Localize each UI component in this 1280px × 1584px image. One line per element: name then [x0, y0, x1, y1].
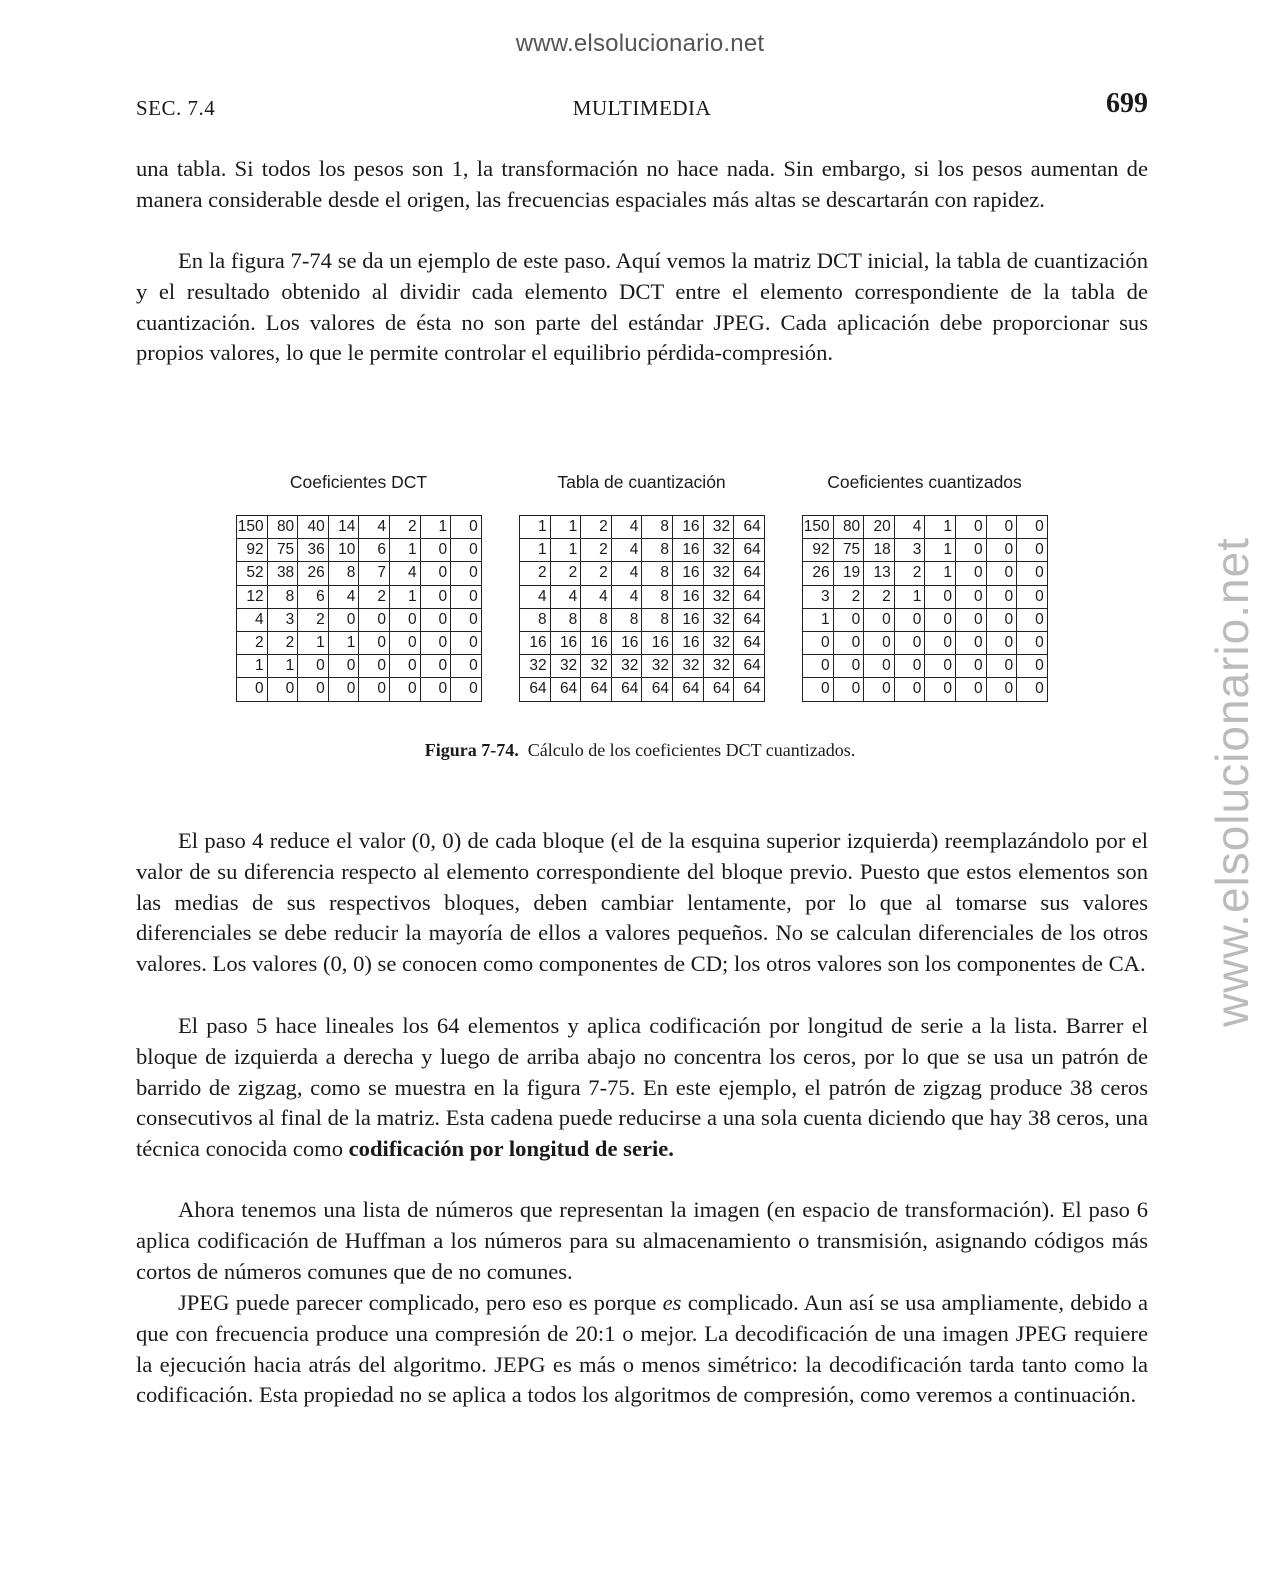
- table-cell: 0: [894, 608, 925, 631]
- table-cell: 64: [734, 585, 765, 608]
- paragraph-6-em: es: [662, 1290, 682, 1315]
- table-cell: 0: [986, 585, 1017, 608]
- table-cell: 1: [925, 539, 956, 562]
- table-cell: 92: [803, 539, 834, 562]
- paragraph-4-text: El paso 5 hace lineales los 64 elementos y aplica codificación por longitud de serie a la lista. Barrer el bloque de izquierda a derecha y luego de arriba abajo no concentra los ceros, por lo que se usa un patrón de barrido de zigzag, como se muestra en la figura 7-75. En este ejemplo, el patrón de zigzag produce 38 ceros consecutivos al final de la matriz. Esta cadena puede reducirse a una sola cuenta diciendo que hay 38 ceros, una técnica conocida como: [136, 1013, 1148, 1162]
- table-cell: 3: [894, 539, 925, 562]
- caption-label: Figura 7-74.: [424, 740, 519, 760]
- table-cell: 1: [389, 539, 420, 562]
- table-row: [520, 631, 765, 654]
- table-cell: 13: [864, 562, 895, 585]
- table-cell: 6: [298, 585, 329, 608]
- table-cell: 0: [803, 631, 834, 654]
- table-cell: 2: [894, 562, 925, 585]
- table-cell: 8: [520, 608, 551, 631]
- table-cell: 4: [611, 539, 642, 562]
- table-cell: 0: [833, 631, 864, 654]
- table-cell: 8: [642, 585, 673, 608]
- section-label: SEC. 7.4: [136, 96, 216, 120]
- table-row: [237, 585, 482, 608]
- table-cell: 16: [672, 539, 703, 562]
- table-cell: 92: [237, 539, 268, 562]
- table-cell: 64: [734, 655, 765, 678]
- table-cell: 16: [672, 608, 703, 631]
- paragraph-4: [136, 1011, 1148, 1165]
- table-cell: 64: [734, 562, 765, 585]
- table-cell: 36: [298, 539, 329, 562]
- dct-coefficients-table: [236, 515, 482, 702]
- table-cell: 64: [550, 678, 581, 701]
- table-cell: 4: [611, 562, 642, 585]
- table-cell: 32: [703, 585, 734, 608]
- quantization-table-title: Tabla de cuantización: [557, 472, 726, 492]
- table-cell: 150: [803, 516, 834, 539]
- table-cell: 0: [359, 608, 390, 631]
- table-cell: 0: [451, 608, 482, 631]
- table-cell: 0: [833, 655, 864, 678]
- table-cell: 1: [520, 539, 551, 562]
- table-cell: 4: [359, 516, 390, 539]
- table-cell: 0: [420, 539, 451, 562]
- table-cell: 4: [894, 516, 925, 539]
- table-cell: 2: [550, 562, 581, 585]
- table-row: [237, 539, 482, 562]
- table-cell: 0: [1017, 516, 1048, 539]
- table-cell: 1: [550, 539, 581, 562]
- figure-caption: [0, 740, 1280, 761]
- table-cell: 64: [672, 678, 703, 701]
- table-cell: 32: [703, 516, 734, 539]
- table-cell: 4: [237, 608, 268, 631]
- table-cell: 0: [1017, 539, 1048, 562]
- table-cell: 0: [925, 585, 956, 608]
- table-cell: 8: [611, 608, 642, 631]
- table-cell: 1: [267, 655, 298, 678]
- table-cell: 26: [803, 562, 834, 585]
- table-cell: 4: [520, 585, 551, 608]
- table-cell: 0: [420, 631, 451, 654]
- table-cell: 1: [894, 585, 925, 608]
- table-row: [237, 655, 482, 678]
- table-cell: 0: [955, 539, 986, 562]
- quantization-block: [519, 470, 764, 698]
- table-cell: 0: [451, 678, 482, 701]
- table-cell: 0: [359, 655, 390, 678]
- paragraph-6-a: JPEG puede parecer complicado, pero eso es porque: [178, 1290, 663, 1315]
- table-cell: 0: [986, 562, 1017, 585]
- table-cell: 0: [298, 678, 329, 701]
- table-cell: 2: [833, 585, 864, 608]
- table-cell: 8: [642, 539, 673, 562]
- table-row: [803, 539, 1048, 562]
- table-cell: 0: [864, 608, 895, 631]
- table-cell: 0: [894, 631, 925, 654]
- table-row: [520, 585, 765, 608]
- table-cell: 4: [389, 562, 420, 585]
- table-cell: 8: [642, 608, 673, 631]
- table-cell: 4: [611, 585, 642, 608]
- table-cell: 8: [642, 516, 673, 539]
- table-cell: 16: [642, 631, 673, 654]
- table-cell: 16: [581, 631, 612, 654]
- table-row: [237, 631, 482, 654]
- table-cell: 0: [451, 631, 482, 654]
- running-title: MULTIMEDIA: [572, 96, 712, 120]
- table-cell: 1: [925, 562, 956, 585]
- table-cell: 16: [672, 516, 703, 539]
- table-cell: 0: [955, 631, 986, 654]
- quantized-coefficients-title: Coeficientes cuantizados: [827, 472, 1022, 492]
- table-cell: 16: [550, 631, 581, 654]
- table-cell: 4: [611, 516, 642, 539]
- table-cell: 1: [803, 608, 834, 631]
- table-cell: 0: [803, 678, 834, 701]
- table-cell: 32: [581, 655, 612, 678]
- table-cell: 0: [955, 516, 986, 539]
- table-cell: 0: [1017, 655, 1048, 678]
- table-cell: 32: [703, 631, 734, 654]
- table-cell: 0: [298, 655, 329, 678]
- table-cell: 0: [986, 539, 1017, 562]
- table-row: [803, 608, 1048, 631]
- table-cell: 1: [298, 631, 329, 654]
- table-cell: 0: [986, 655, 1017, 678]
- table-cell: 0: [267, 678, 298, 701]
- table-cell: 0: [833, 608, 864, 631]
- table-cell: 0: [451, 585, 482, 608]
- table-cell: 16: [520, 631, 551, 654]
- table-cell: 1: [389, 585, 420, 608]
- table-cell: 16: [611, 631, 642, 654]
- table-cell: 0: [359, 631, 390, 654]
- table-cell: 32: [672, 655, 703, 678]
- table-cell: 8: [642, 562, 673, 585]
- table-cell: 2: [520, 562, 551, 585]
- table-row: [237, 562, 482, 585]
- table-row: [520, 655, 765, 678]
- table-cell: 64: [734, 631, 765, 654]
- table-cell: 0: [420, 678, 451, 701]
- table-cell: 0: [925, 631, 956, 654]
- table-cell: 0: [328, 608, 359, 631]
- table-cell: 19: [833, 562, 864, 585]
- table-cell: 0: [864, 631, 895, 654]
- table-cell: 75: [833, 539, 864, 562]
- table-cell: 32: [703, 562, 734, 585]
- table-cell: 32: [703, 608, 734, 631]
- table-cell: 0: [389, 631, 420, 654]
- table-cell: 1: [328, 631, 359, 654]
- table-cell: 0: [925, 655, 956, 678]
- table-cell: 0: [1017, 678, 1048, 701]
- table-row: [803, 516, 1048, 539]
- table-cell: 1: [925, 516, 956, 539]
- table-cell: 0: [451, 562, 482, 585]
- table-row: [237, 516, 482, 539]
- table-cell: 7: [359, 562, 390, 585]
- dct-coefficients-title: Coeficientes DCT: [289, 472, 428, 492]
- table-cell: 26: [298, 562, 329, 585]
- table-cell: 0: [451, 516, 482, 539]
- table-cell: 8: [550, 608, 581, 631]
- table-cell: 64: [520, 678, 551, 701]
- page-header: [136, 88, 1148, 128]
- table-cell: 8: [267, 585, 298, 608]
- table-cell: 0: [986, 631, 1017, 654]
- table-cell: 0: [1017, 608, 1048, 631]
- table-cell: 0: [389, 678, 420, 701]
- table-cell: 2: [298, 608, 329, 631]
- dct-coefficients-block: [236, 470, 481, 698]
- table-cell: 0: [451, 539, 482, 562]
- table-cell: 32: [611, 655, 642, 678]
- table-cell: 0: [986, 516, 1017, 539]
- table-cell: 16: [672, 585, 703, 608]
- table-cell: 0: [955, 562, 986, 585]
- table-cell: 0: [420, 608, 451, 631]
- table-cell: 64: [611, 678, 642, 701]
- table-row: [520, 562, 765, 585]
- table-cell: 0: [986, 608, 1017, 631]
- table-cell: 52: [237, 562, 268, 585]
- table-cell: 4: [581, 585, 612, 608]
- table-cell: 0: [894, 655, 925, 678]
- table-cell: 20: [864, 516, 895, 539]
- table-cell: 2: [267, 631, 298, 654]
- table-cell: 64: [734, 678, 765, 701]
- table-cell: 2: [864, 585, 895, 608]
- table-cell: 8: [328, 562, 359, 585]
- table-cell: 0: [389, 608, 420, 631]
- table-cell: 38: [267, 562, 298, 585]
- table-row: [803, 655, 1048, 678]
- table-cell: 80: [833, 516, 864, 539]
- table-cell: 3: [803, 585, 834, 608]
- table-cell: 8: [581, 608, 612, 631]
- table-cell: 0: [451, 655, 482, 678]
- table-cell: 14: [328, 516, 359, 539]
- table-cell: 1: [520, 516, 551, 539]
- table-cell: 2: [359, 585, 390, 608]
- table-row: [520, 539, 765, 562]
- table-cell: 0: [955, 678, 986, 701]
- table-row: [237, 678, 482, 701]
- table-row: [237, 608, 482, 631]
- table-cell: 150: [237, 516, 268, 539]
- paragraph-6: [136, 1288, 1148, 1411]
- table-cell: 75: [267, 539, 298, 562]
- table-cell: 6: [359, 539, 390, 562]
- watermark-side: www.elsolucionario.net: [1206, 537, 1258, 1027]
- table-cell: 0: [833, 678, 864, 701]
- table-cell: 0: [328, 678, 359, 701]
- table-cell: 64: [703, 678, 734, 701]
- table-cell: 64: [734, 608, 765, 631]
- table-row: [803, 631, 1048, 654]
- watermark-top: www.elsolucionario.net: [515, 30, 765, 57]
- table-row: [803, 678, 1048, 701]
- table-cell: 64: [642, 678, 673, 701]
- table-cell: 2: [581, 516, 612, 539]
- table-cell: 12: [237, 585, 268, 608]
- table-cell: 0: [420, 562, 451, 585]
- table-cell: 0: [420, 585, 451, 608]
- table-cell: 32: [703, 539, 734, 562]
- table-cell: 0: [986, 678, 1017, 701]
- table-cell: 0: [1017, 631, 1048, 654]
- table-cell: 32: [642, 655, 673, 678]
- table-cell: 32: [703, 655, 734, 678]
- table-cell: 2: [581, 562, 612, 585]
- table-row: [803, 585, 1048, 608]
- paragraph-3: El paso 4 reduce el valor (0, 0) de cada bloque (el de la esquina superior izquierda) reemplazándolo por el valor de su diferencia respecto al elemento correspondiente del bloque previo. Puesto que estos elementos son las medias de sus respectivos bloques, deben cambiar lentamente, por lo que al tomarse sus valores diferenciales se debe reducir la mayoría de ellos a valores pequeños. No se calculan diferenciales de los otros valores. Los valores (0, 0) se conocen como componentes de CD; los otros valores son los componentes de CA.: [136, 828, 1148, 977]
- table-cell: 0: [803, 655, 834, 678]
- table-cell: 2: [581, 539, 612, 562]
- paragraph-2: En la figura 7-74 se da un ejemplo de este paso. Aquí vemos la matriz DCT inicial, la tabla de cuantización y el resultado obtenido al dividir cada elemento DCT entre el elemento correspondiente de la tabla de cuantización. Los valores de ésta no son parte del estándar JPEG. Cada aplicación debe proporcionar sus propios valores, lo que le permite controlar el equilibrio pérdida-compresión.: [136, 248, 1148, 366]
- table-cell: 32: [550, 655, 581, 678]
- table-cell: 1: [420, 516, 451, 539]
- table-cell: 0: [359, 678, 390, 701]
- table-cell: 0: [237, 678, 268, 701]
- table-cell: 2: [389, 516, 420, 539]
- table-cell: 0: [1017, 585, 1048, 608]
- quantization-table: [519, 515, 765, 702]
- table-cell: 10: [328, 539, 359, 562]
- table-cell: 3: [267, 608, 298, 631]
- quantized-block: [802, 470, 1047, 698]
- caption-text: Cálculo de los coeficientes DCT cuantizados.: [527, 740, 856, 760]
- table-row: [803, 562, 1048, 585]
- table-cell: 0: [1017, 562, 1048, 585]
- table-cell: 0: [389, 655, 420, 678]
- table-cell: 64: [581, 678, 612, 701]
- table-cell: 4: [550, 585, 581, 608]
- table-cell: 0: [955, 608, 986, 631]
- quantized-coefficients-table: [802, 515, 1048, 702]
- table-cell: 0: [894, 678, 925, 701]
- table-cell: 64: [734, 539, 765, 562]
- table-cell: 0: [955, 585, 986, 608]
- table-cell: 0: [864, 655, 895, 678]
- table-cell: 0: [864, 678, 895, 701]
- table-row: [520, 678, 765, 701]
- paragraph-6-b: complicado. Aun así se usa ampliamente, debido a que con frecuencia produce una compresión de 20:1 o mejor. La decodificación de una imagen JPEG requiere la ejecución hacia atrás del algoritmo. JEPG es más o menos simétrico: la decodificación tarda tanto como la codificación. Esta propiedad no se aplica a todos los algoritmos de compresión, como veremos a continuación.: [136, 1290, 1148, 1408]
- table-cell: 64: [734, 516, 765, 539]
- table-cell: 0: [420, 655, 451, 678]
- table-cell: 16: [672, 631, 703, 654]
- table-cell: 16: [672, 562, 703, 585]
- table-cell: 0: [955, 655, 986, 678]
- page-number: 699: [1106, 88, 1148, 119]
- table-row: [520, 608, 765, 631]
- table-cell: 4: [328, 585, 359, 608]
- table-cell: 40: [298, 516, 329, 539]
- table-row: [520, 516, 765, 539]
- run-length-term: codificación por longitud de serie.: [348, 1136, 674, 1162]
- table-cell: 2: [237, 631, 268, 654]
- table-cell: 0: [328, 655, 359, 678]
- table-cell: 18: [864, 539, 895, 562]
- paragraph-5: Ahora tenemos una lista de números que representan la imagen (en espacio de transformación). El paso 6 aplica codificación de Huffman a los números para su almacenamiento o transmisión, asignando códigos más cortos de números comunes que de no comunes.: [136, 1197, 1148, 1284]
- table-cell: 1: [550, 516, 581, 539]
- table-cell: 0: [925, 678, 956, 701]
- table-cell: 32: [520, 655, 551, 678]
- paragraph-1: una tabla. Si todos los pesos son 1, la transformación no hace nada. Sin embargo, si los pesos aumentan de manera considerable desde el origen, las frecuencias espaciales más altas se descartarán con rapidez.: [136, 156, 1148, 212]
- table-cell: 80: [267, 516, 298, 539]
- table-cell: 0: [925, 608, 956, 631]
- table-cell: 1: [237, 655, 268, 678]
